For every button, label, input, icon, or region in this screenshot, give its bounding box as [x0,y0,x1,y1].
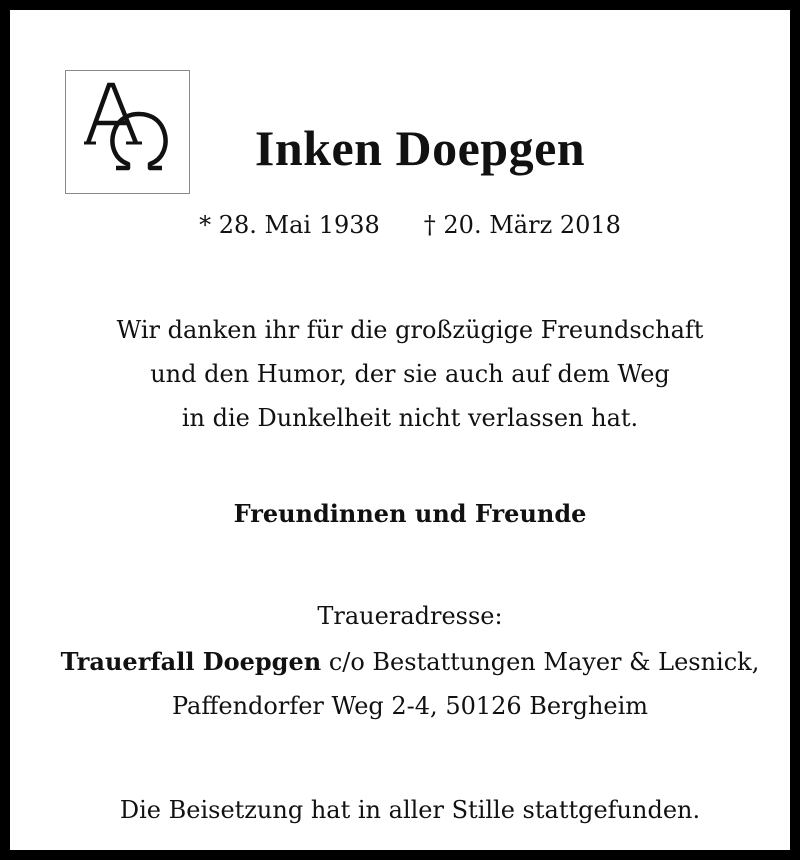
thanks-line: und den Humor, der sie auch auf dem Weg [150,360,670,388]
thanks-text [10,308,800,440]
address-heading: Traueradresse: [317,602,503,630]
death-date: † 20. März 2018 [423,211,621,239]
address-line-2: Paffendorfer Weg 2-4, 50126 Bergheim [171,692,649,720]
address-line-1-rest: c/o Bestattungen Mayer & Lesnick, [321,648,760,676]
mourning-address [10,640,800,728]
alpha-omega-logo [65,70,190,194]
burial-note: Die Beisetzung hat in aller Stille stattgefunden. [119,796,701,824]
address-line-1 [10,640,800,684]
thanks-line: Wir danken ihr für die großzügige Freundschaft [116,316,704,344]
signers: Freundinnen und Freunde [233,499,587,528]
alpha-omega-icon [66,71,189,193]
address-recipient: Trauerfall Doepgen [60,647,322,676]
birth-date: * 28. Mai 1938 [199,211,380,239]
thanks-line: in die Dunkelheit nicht verlassen hat. [181,404,639,432]
life-dates [10,208,800,242]
deceased-name: Inken Doepgen [254,120,586,176]
